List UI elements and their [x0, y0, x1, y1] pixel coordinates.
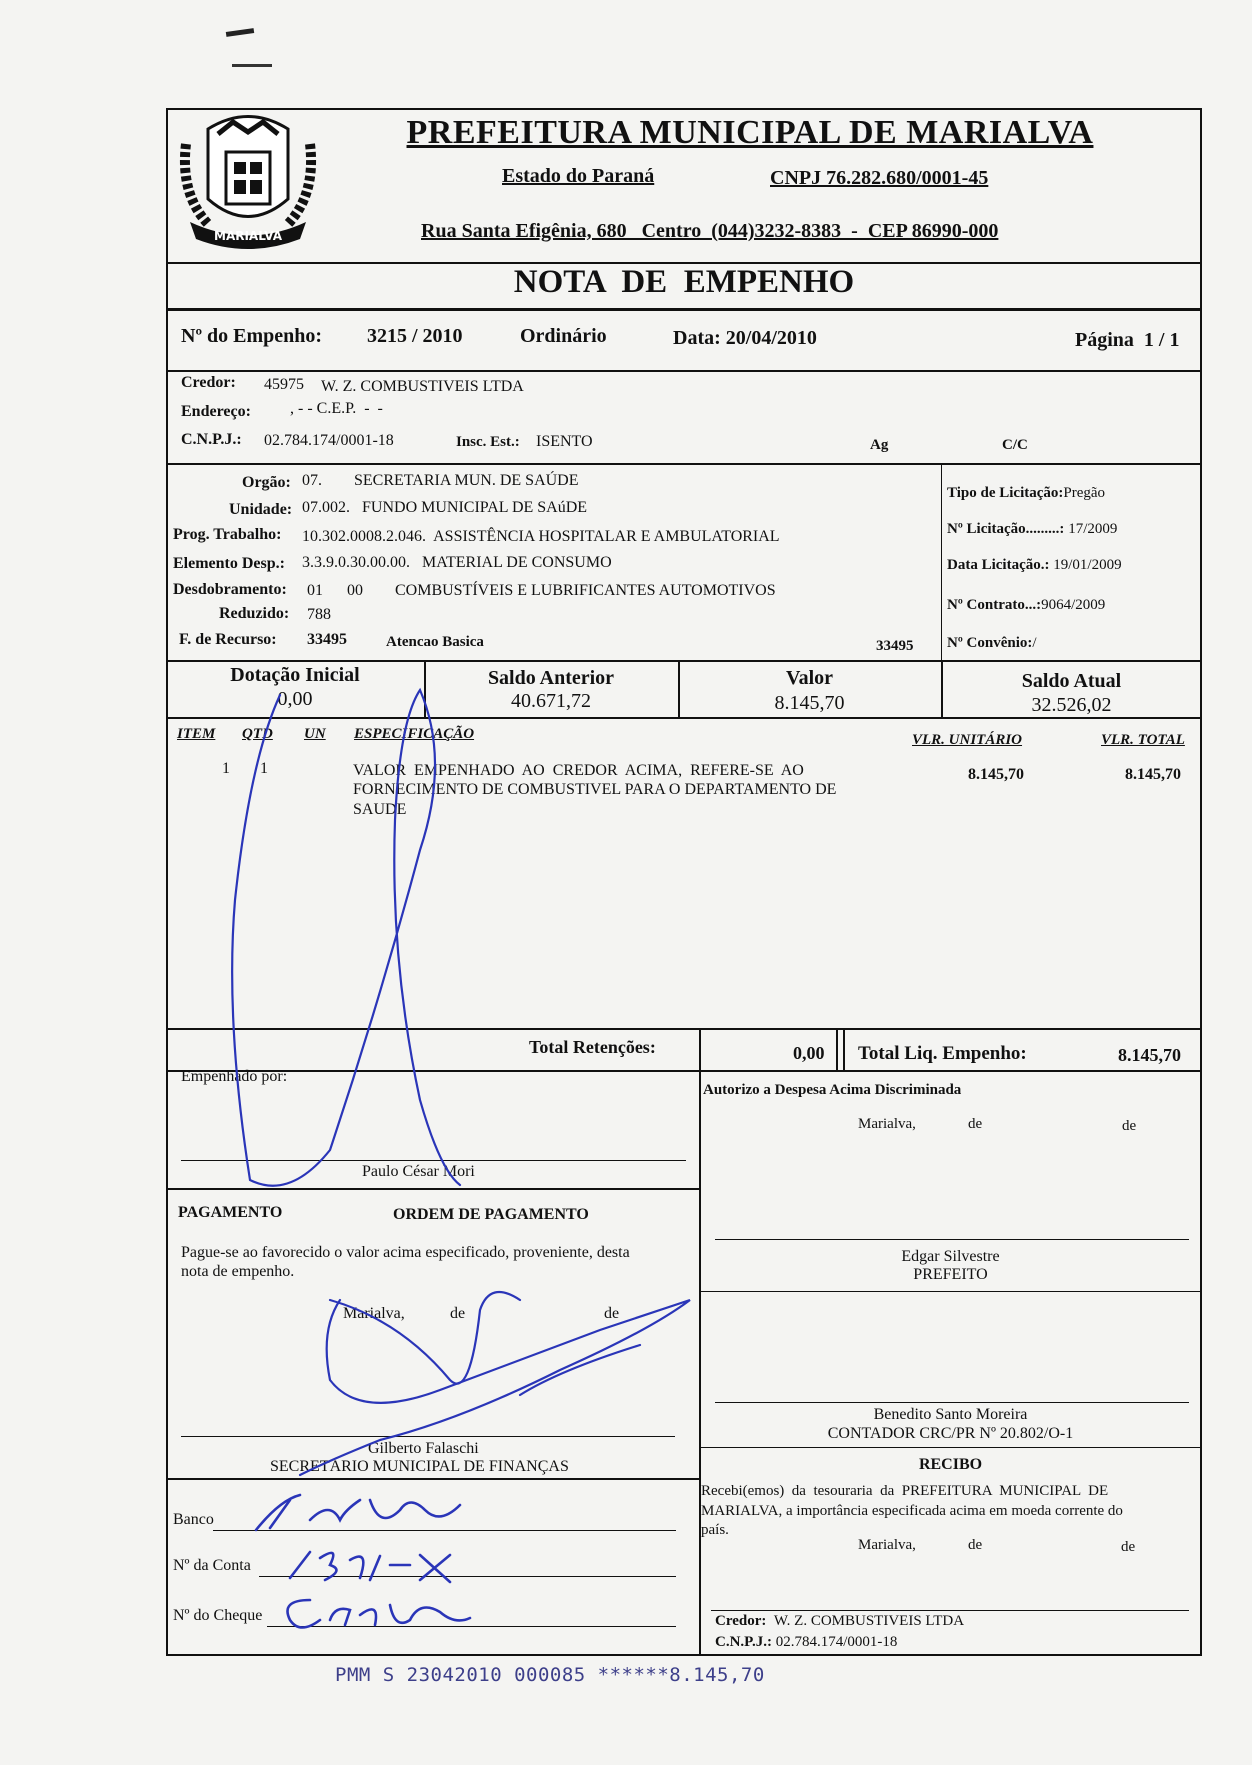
prefeito-role: PREFEITO	[913, 1266, 988, 1283]
institution-cnpj: CNPJ 76.282.680/0001-45	[770, 167, 989, 189]
col-valor-total: VLR. TOTAL	[1101, 732, 1185, 748]
col-valor-unitario: VLR. UNITÁRIO	[912, 732, 1023, 748]
recibo-text-line3: país.	[701, 1522, 729, 1538]
col-qtd: QTD	[242, 726, 273, 742]
insc-label: Insc. Est.:	[456, 434, 520, 450]
total-retencoes-value: 0,00	[793, 1043, 825, 1063]
item-total-value: 8.145,70	[1125, 766, 1181, 783]
numero-contrato-label: Nº Contrato...:	[947, 597, 1042, 613]
institution-address: Rua Santa Efigênia, 680 Centro (044)3232-8383 - CEP 86990-000	[421, 220, 999, 242]
item-description-line2: FORNECIMENTO DE COMBUSTIVEL PARA O DEPARTAMENTO DE	[353, 781, 837, 798]
desdobramento-label: Desdobramento:	[173, 581, 287, 598]
saldo-anterior-label: Saldo Anterior	[487, 667, 615, 689]
cheque-handwriting-stroke	[288, 1600, 471, 1628]
data-licitacao-value: 19/01/2009	[1053, 557, 1122, 573]
numero-contrato-value: 9064/2009	[1041, 597, 1106, 613]
financas-role: SECRETÁRIO MUNICIPAL DE FINANÇAS	[270, 1458, 569, 1475]
total-liquido-label: Total Liq. Empenho:	[858, 1043, 1027, 1064]
numero-convenio-label: Nº Convênio:	[947, 635, 1033, 651]
saldo-atual-label: Saldo Atual	[1021, 670, 1122, 692]
document-title: NOTA DE EMPENHO	[513, 264, 855, 300]
conta-handwriting-stroke	[290, 1552, 450, 1582]
autorizo-label: Autorizo a Despesa Acima Discriminada	[703, 1082, 962, 1098]
numero-licitacao-value: 17/2009	[1068, 521, 1118, 537]
item-unit-value: 8.145,70	[968, 766, 1024, 783]
signature-1	[232, 690, 460, 1186]
reduzido-value: 788	[307, 606, 331, 623]
pague-place: Marialva,	[343, 1305, 405, 1322]
prog-trabalho-value: 10.302.0008.2.046. ASSISTÊNCIA HOSPITALAR E AMBULATORIAL	[302, 528, 780, 545]
empenho-date: Data: 20/04/2010	[673, 327, 817, 349]
cnpj-label: C.N.P.J.:	[181, 431, 242, 448]
page-number: Página 1 / 1	[1075, 329, 1180, 351]
total-retencoes-label: Total Retenções:	[529, 1037, 656, 1057]
pague-de-1: de	[450, 1305, 466, 1322]
signature-3	[330, 1292, 640, 1395]
pague-text-line2: nota de empenho.	[181, 1263, 295, 1280]
endereco-value: , - - C.E.P. - -	[290, 400, 383, 417]
autorizo-place: Marialva,	[858, 1116, 916, 1132]
signature-2	[300, 1300, 690, 1475]
empenho-type: Ordinário	[520, 325, 607, 347]
recurso-label: F. de Recurso:	[179, 631, 277, 648]
item-description-line1: VALOR EMPENHADO AO CREDOR ACIMA, REFERE-SE AO	[353, 762, 804, 779]
prog-trabalho-label: Prog. Trabalho:	[173, 526, 282, 543]
elemento-label: Elemento Desp.:	[173, 555, 285, 572]
numero-convenio-value: /	[1032, 635, 1037, 651]
recurso-description: Atencao Basica	[386, 634, 484, 650]
recurso-value: 33495	[307, 631, 347, 648]
empenhado-signer: Paulo César Mori	[362, 1163, 475, 1180]
endereco-label: Endereço:	[181, 403, 251, 420]
item-description-line3: SAUDE	[353, 801, 407, 818]
autorizo-de-1: de	[968, 1116, 983, 1132]
recibo-credor-value: W. Z. COMBUSTIVEIS LTDA	[773, 1613, 965, 1629]
col-un: UN	[304, 726, 326, 742]
valor-value: 8.145,70	[774, 692, 845, 714]
recibo-de-1: de	[968, 1537, 983, 1553]
pague-text-line1: Pague-se ao favorecido o valor acima especificado, proveniente, desta	[181, 1244, 630, 1261]
credor-name: W. Z. COMBUSTIVEIS LTDA	[321, 378, 524, 395]
conta-label: Nº da Conta	[173, 1557, 251, 1574]
valor-label: Valor	[785, 667, 834, 689]
saldo-anterior-value: 40.671,72	[511, 690, 591, 712]
col-especificacao: ESPECIFICAÇÃO	[354, 726, 475, 742]
recibo-text-line2: MARIALVA, a importância especificada acima em moeda corrente do	[701, 1503, 1123, 1519]
total-liquido-value: 8.145,70	[1118, 1045, 1181, 1065]
credor-code: 45975	[264, 376, 304, 393]
recibo-cnpj-value: 02.784.174/0001-18	[775, 1634, 898, 1650]
institution-title: PREFEITURA MUNICIPAL DE MARIALVA	[406, 114, 1094, 151]
ordem-pagamento-label: ORDEM DE PAGAMENTO	[393, 1206, 589, 1223]
item-number: 1	[222, 760, 230, 777]
dotacao-label: Dotação Inicial	[230, 664, 360, 686]
data-licitacao-label: Data Licitação.:	[947, 557, 1050, 573]
col-item: ITEM	[177, 726, 216, 742]
tipo-licitacao-label: Tipo de Licitação:	[947, 485, 1064, 501]
financas-signer: Gilberto Falaschi	[368, 1440, 479, 1457]
recurso-code: 33495	[876, 638, 914, 654]
contador-role: CONTADOR CRC/PR Nº 20.802/O-1	[827, 1425, 1074, 1442]
cnpj-value: 02.784.174/0001-18	[264, 432, 394, 449]
desdobramento-value: 01 00 COMBUSTÍVEIS E LUBRIFICANTES AUTOMOTIVOS	[307, 582, 776, 599]
recibo-place: Marialva,	[858, 1537, 916, 1553]
numero-licitacao-label: Nº Licitação.........:	[947, 521, 1065, 537]
recibo-text-line1: Recebi(emos) da tesouraria da PREFEITURA MUNICIPAL DE	[701, 1483, 1109, 1499]
pagamento-label: PAGAMENTO	[178, 1204, 283, 1221]
item-quantity: 1	[260, 760, 268, 777]
banco-label: Banco	[173, 1511, 214, 1528]
saldo-atual-value: 32.526,02	[1031, 694, 1112, 716]
contador-name: Benedito Santo Moreira	[873, 1406, 1028, 1423]
autorizo-de-2: de	[1122, 1118, 1137, 1134]
dotacao-value: 0,00	[277, 688, 313, 710]
banco-handwriting-stroke	[256, 1495, 460, 1530]
recibo-de-2: de	[1121, 1539, 1136, 1555]
conta-corrente-label: C/C	[1002, 437, 1028, 453]
agencia-label: Ag	[870, 437, 889, 453]
pague-de-2: de	[604, 1305, 620, 1322]
svg-text:MARIALVA: MARIALVA	[214, 229, 282, 243]
credor-label: Credor:	[181, 374, 236, 391]
recibo-credor-label: Credor:	[715, 1613, 767, 1629]
orgao-value: 07. SECRETARIA MUN. DE SAÚDE	[302, 472, 579, 489]
empenhado-por-label: Empenhado por:	[181, 1068, 288, 1085]
orgao-label: Orgão:	[242, 474, 291, 491]
prefeito-name: Edgar Silvestre	[901, 1248, 1000, 1265]
cheque-label: Nº do Cheque	[173, 1607, 263, 1624]
unidade-value: 07.002. FUNDO MUNICIPAL DE SAúDE	[302, 499, 588, 516]
elemento-value: 3.3.9.0.30.00.00. MATERIAL DE CONSUMO	[302, 554, 612, 571]
empenho-label: Nº do Empenho:	[181, 325, 323, 347]
tipo-licitacao-value: Pregão	[1063, 485, 1106, 501]
state-name: Estado do Paraná	[502, 165, 655, 187]
payment-stamp: PMM S 23042010 000085 ******8.145,70	[335, 1664, 765, 1686]
reduzido-label: Reduzido:	[219, 605, 290, 622]
empenho-number: 3215 / 2010	[367, 325, 463, 347]
insc-value: ISENTO	[536, 433, 593, 450]
recibo-cnpj-label: C.N.P.J.:	[715, 1634, 772, 1650]
recibo-title: RECIBO	[918, 1456, 983, 1473]
unidade-label: Unidade:	[229, 501, 293, 518]
